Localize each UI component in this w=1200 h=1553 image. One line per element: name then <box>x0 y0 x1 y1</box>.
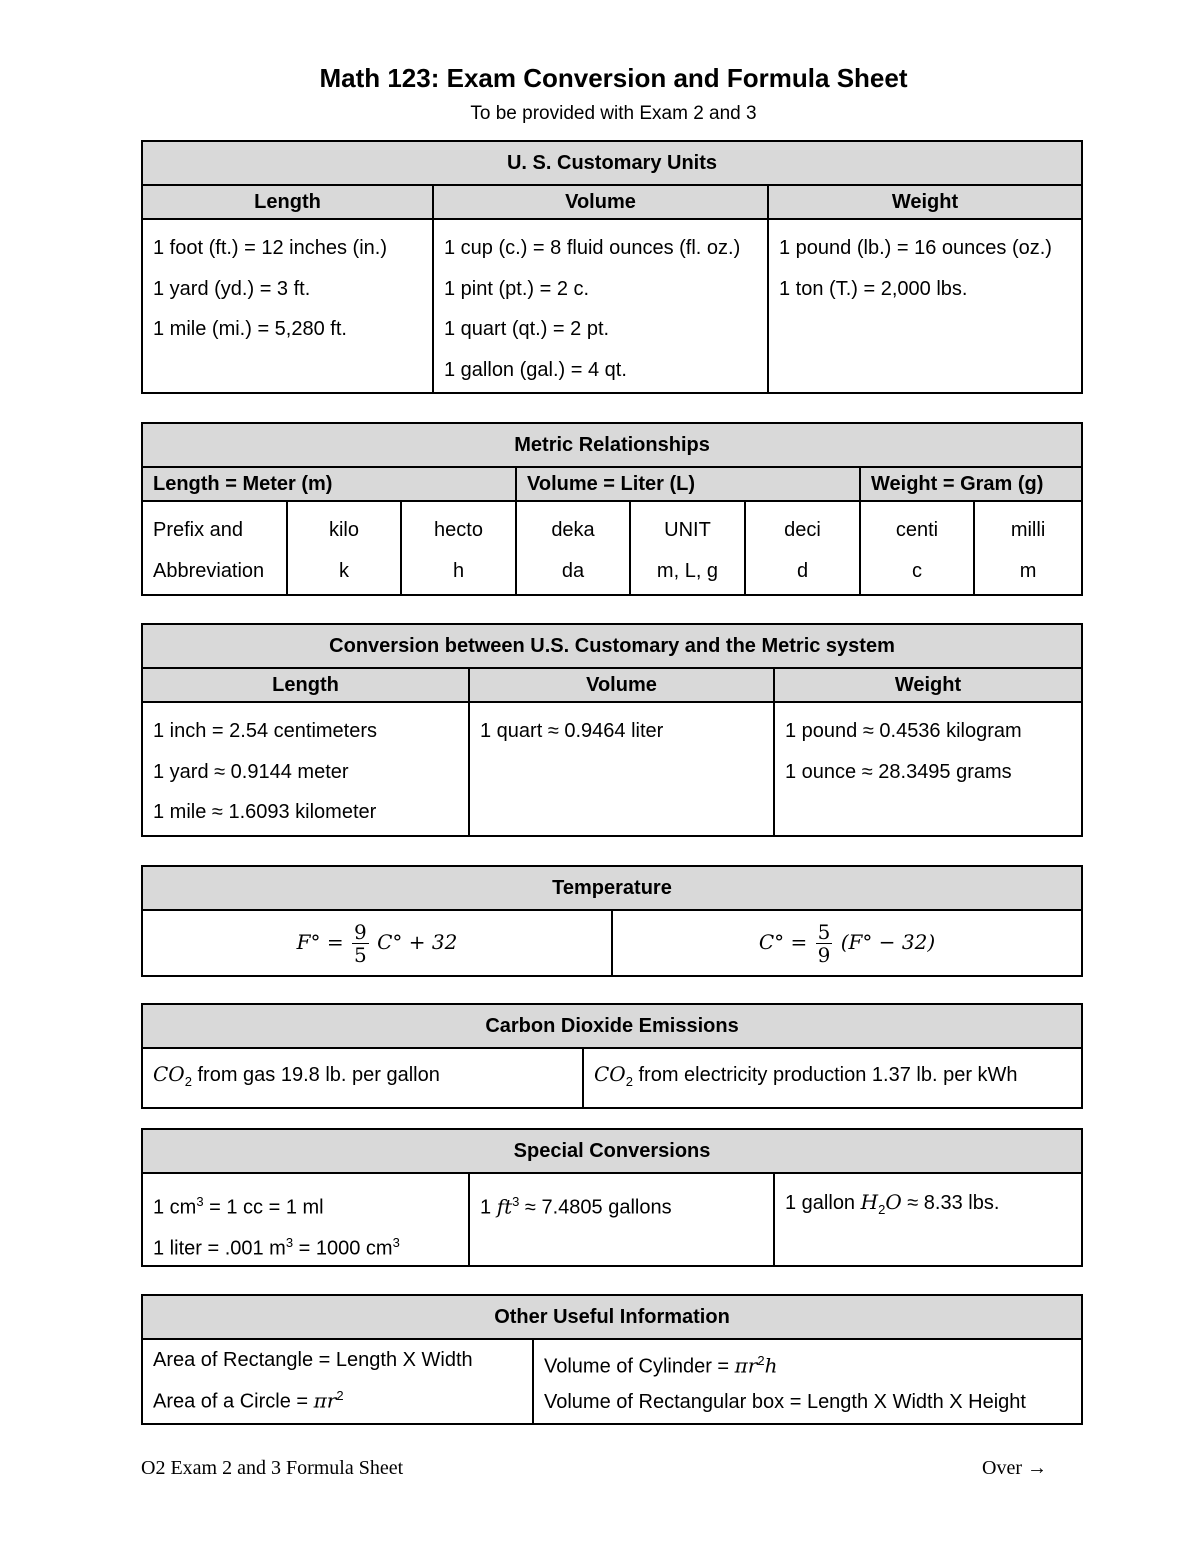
us-length-heading: Length <box>142 185 433 219</box>
special-header: Special Conversions <box>142 1129 1082 1173</box>
exponent: 3 <box>196 1194 204 1209</box>
prefix-name: hecto <box>434 519 483 541</box>
fraction-5-9 <box>816 919 833 967</box>
h2o-o: O <box>885 1190 902 1214</box>
co2-subscript: 2 <box>625 1074 633 1089</box>
conv-weight-heading: Weight <box>774 668 1082 702</box>
temperature-table <box>141 865 1083 977</box>
c-rhs: (F° − 32) <box>840 929 936 954</box>
f-rhs: C° + 32 <box>377 929 458 954</box>
us-volume-line: 1 gallon (gal.) = 4 qt. <box>444 358 627 381</box>
cyl-pre: Volume of Cylinder = <box>544 1355 735 1378</box>
co2-table <box>141 1003 1083 1109</box>
conv-length-line: 1 yard ≈ 0.9144 meter <box>153 760 349 783</box>
prefix-name: kilo <box>328 519 359 541</box>
other-info-table <box>141 1294 1083 1425</box>
us-customary-header: U. S. Customary Units <box>142 141 1082 185</box>
metric-table <box>141 422 1083 596</box>
gal-pre: 1 gallon <box>785 1192 861 1214</box>
special-cc-line <box>153 1182 458 1223</box>
prefix-name: deka <box>551 519 595 541</box>
us-length-cell <box>142 219 433 393</box>
conv-weight-line: 1 pound ≈ 0.4536 kilogram <box>785 720 1022 742</box>
special-liter-line <box>153 1223 458 1264</box>
prefix-abbr: k <box>339 559 349 582</box>
prefix-label-cell <box>142 501 287 595</box>
frac-numerator: 9 <box>354 919 367 944</box>
conv-length-cell <box>142 702 469 836</box>
ft-pre: 1 <box>480 1196 497 1219</box>
volume-cell <box>533 1339 1082 1424</box>
us-weight-heading: Weight <box>768 185 1082 219</box>
prefix-cell-kilo <box>287 501 401 595</box>
special-l1b: = 1 cc = 1 ml <box>203 1196 324 1219</box>
conversion-header: Conversion between U.S. Customary and the Metric system <box>142 624 1082 668</box>
conv-weight-line: 1 ounce ≈ 28.3495 grams <box>785 760 1012 783</box>
celsius-formula <box>612 910 1082 976</box>
co2-electricity-text: from electricity production 1.37 lb. per kWh <box>638 1064 1018 1086</box>
prefix-cell-deka <box>516 501 630 595</box>
fraction-9-5 <box>352 919 369 967</box>
special-water-line <box>785 1182 1071 1223</box>
us-length-line: 1 yard (yd.) = 3 ft. <box>153 277 311 300</box>
special-ft-line <box>480 1182 763 1223</box>
conv-volume-cell <box>469 702 774 836</box>
frac-denominator: 9 <box>817 942 831 967</box>
pi-r: πr <box>734 1353 758 1378</box>
co2-electricity-cell <box>583 1048 1082 1108</box>
prefix-abbr: c <box>912 559 922 582</box>
ft-post: ≈ 7.4805 gallons <box>519 1196 672 1219</box>
metric-header: Metric Relationships <box>142 423 1082 467</box>
co2-symbol: CO <box>594 1062 626 1086</box>
conv-length-line: 1 inch = 2.54 centimeters <box>153 720 378 742</box>
prefix-name: centi <box>895 519 939 541</box>
co2-symbol: CO <box>153 1062 185 1086</box>
other-header: Other Useful Information <box>142 1295 1082 1339</box>
prefix-abbr: m, L, g <box>656 559 719 582</box>
us-weight-line: 1 pound (lb.) = 16 ounces (oz.) <box>779 237 1052 259</box>
conv-weight-cell <box>774 702 1082 836</box>
page-title: Math 123: Exam Conversion and Formula Sheet <box>319 63 908 93</box>
co2-gas-cell <box>142 1048 583 1108</box>
h2o-h: H <box>860 1190 879 1214</box>
special-l2a: 1 liter = .001 m <box>153 1237 286 1260</box>
prefix-abbr: h <box>452 559 465 582</box>
special-l1a: 1 cm <box>153 1196 197 1219</box>
prefix-cell-milli <box>974 501 1082 595</box>
co2-header: Carbon Dioxide Emissions <box>142 1004 1082 1048</box>
prefix-abbr: d <box>796 559 809 582</box>
prefix-cell-unit <box>630 501 745 595</box>
fahrenheit-formula <box>142 910 612 976</box>
exponent: 3 <box>285 1234 294 1250</box>
us-volume-line: 1 pint (pt.) = 2 c. <box>444 277 590 300</box>
prefix-cell-centi <box>860 501 974 595</box>
us-weight-line: 1 ton (T.) = 2,000 lbs. <box>779 277 968 300</box>
abbreviation-label: Abbreviation <box>153 559 265 582</box>
us-volume-line: 1 quart (qt.) = 2 pt. <box>444 318 610 340</box>
prefix-abbr: da <box>561 559 585 582</box>
us-volume-heading: Volume <box>433 185 768 219</box>
conv-length-line: 1 mile ≈ 1.6093 kilometer <box>153 801 377 823</box>
area-rectangle: Area of Rectangle = Length X Width <box>153 1349 473 1371</box>
conversion-table <box>141 623 1083 837</box>
prefix-name: deci <box>784 519 821 541</box>
frac-denominator: 5 <box>354 942 367 967</box>
footer-label: O2 Exam 2 and 3 Formula Sheet <box>141 1457 404 1479</box>
us-customary-table <box>141 140 1083 394</box>
h2o-subscript: 2 <box>878 1202 886 1217</box>
volume-box: Volume of Rectangular box = Length X Width X Height <box>544 1390 1026 1413</box>
special-cm-cell <box>142 1173 469 1266</box>
frac-numerator: 5 <box>817 919 831 944</box>
special-water-cell <box>774 1173 1082 1266</box>
exponent: 2 <box>336 1388 344 1403</box>
metric-length-heading: Length = Meter (m) <box>142 467 516 501</box>
special-ft-cell <box>469 1173 774 1266</box>
gal-post: ≈ 8.33 lbs. <box>901 1192 1000 1214</box>
pi-r: πr <box>313 1388 337 1413</box>
exponent: 2 <box>757 1353 765 1368</box>
co2-gas-text: from gas 19.8 lb. per gallon <box>197 1064 440 1086</box>
over-label: Over → <box>982 1457 1047 1479</box>
volume-cylinder <box>544 1343 1071 1385</box>
us-length-line: 1 foot (ft.) = 12 inches (in.) <box>153 237 387 259</box>
metric-weight-heading: Weight = Gram (g) <box>860 467 1082 501</box>
special-l2b: = 1000 cm <box>293 1237 393 1260</box>
exponent: 3 <box>392 1234 400 1250</box>
metric-volume-heading: Volume = Liter (L) <box>516 467 860 501</box>
us-length-line: 1 mile (mi.) = 5,280 ft. <box>153 318 347 340</box>
area-cell <box>142 1339 533 1424</box>
us-volume-line: 1 cup (c.) = 8 fluid ounces (fl. oz.) <box>444 237 741 259</box>
circle-pre: Area of a Circle = <box>153 1390 314 1413</box>
us-volume-cell <box>433 219 768 393</box>
temperature-header: Temperature <box>142 866 1082 910</box>
height-h: h <box>764 1353 778 1378</box>
prefix-cell-hecto <box>401 501 516 595</box>
prefix-cell-deci <box>745 501 860 595</box>
prefix-label: Prefix and <box>153 519 244 541</box>
conv-volume-line: 1 quart ≈ 0.9464 liter <box>480 720 664 742</box>
special-conversions-table <box>141 1128 1083 1267</box>
f-lhs: F° = <box>296 929 344 954</box>
page-subtitle: To be provided with Exam 2 and 3 <box>470 103 757 124</box>
conv-volume-heading: Volume <box>469 668 774 702</box>
ft-symbol: ft <box>496 1194 513 1219</box>
exponent: 3 <box>512 1194 520 1209</box>
area-circle <box>153 1378 522 1420</box>
prefix-abbr: m <box>1019 559 1037 582</box>
conv-length-heading: Length <box>142 668 469 702</box>
c-lhs: C° = <box>758 929 808 954</box>
us-weight-cell <box>768 219 1082 393</box>
prefix-name: UNIT <box>664 519 711 541</box>
co2-subscript: 2 <box>184 1074 192 1089</box>
prefix-name: milli <box>1010 519 1046 541</box>
